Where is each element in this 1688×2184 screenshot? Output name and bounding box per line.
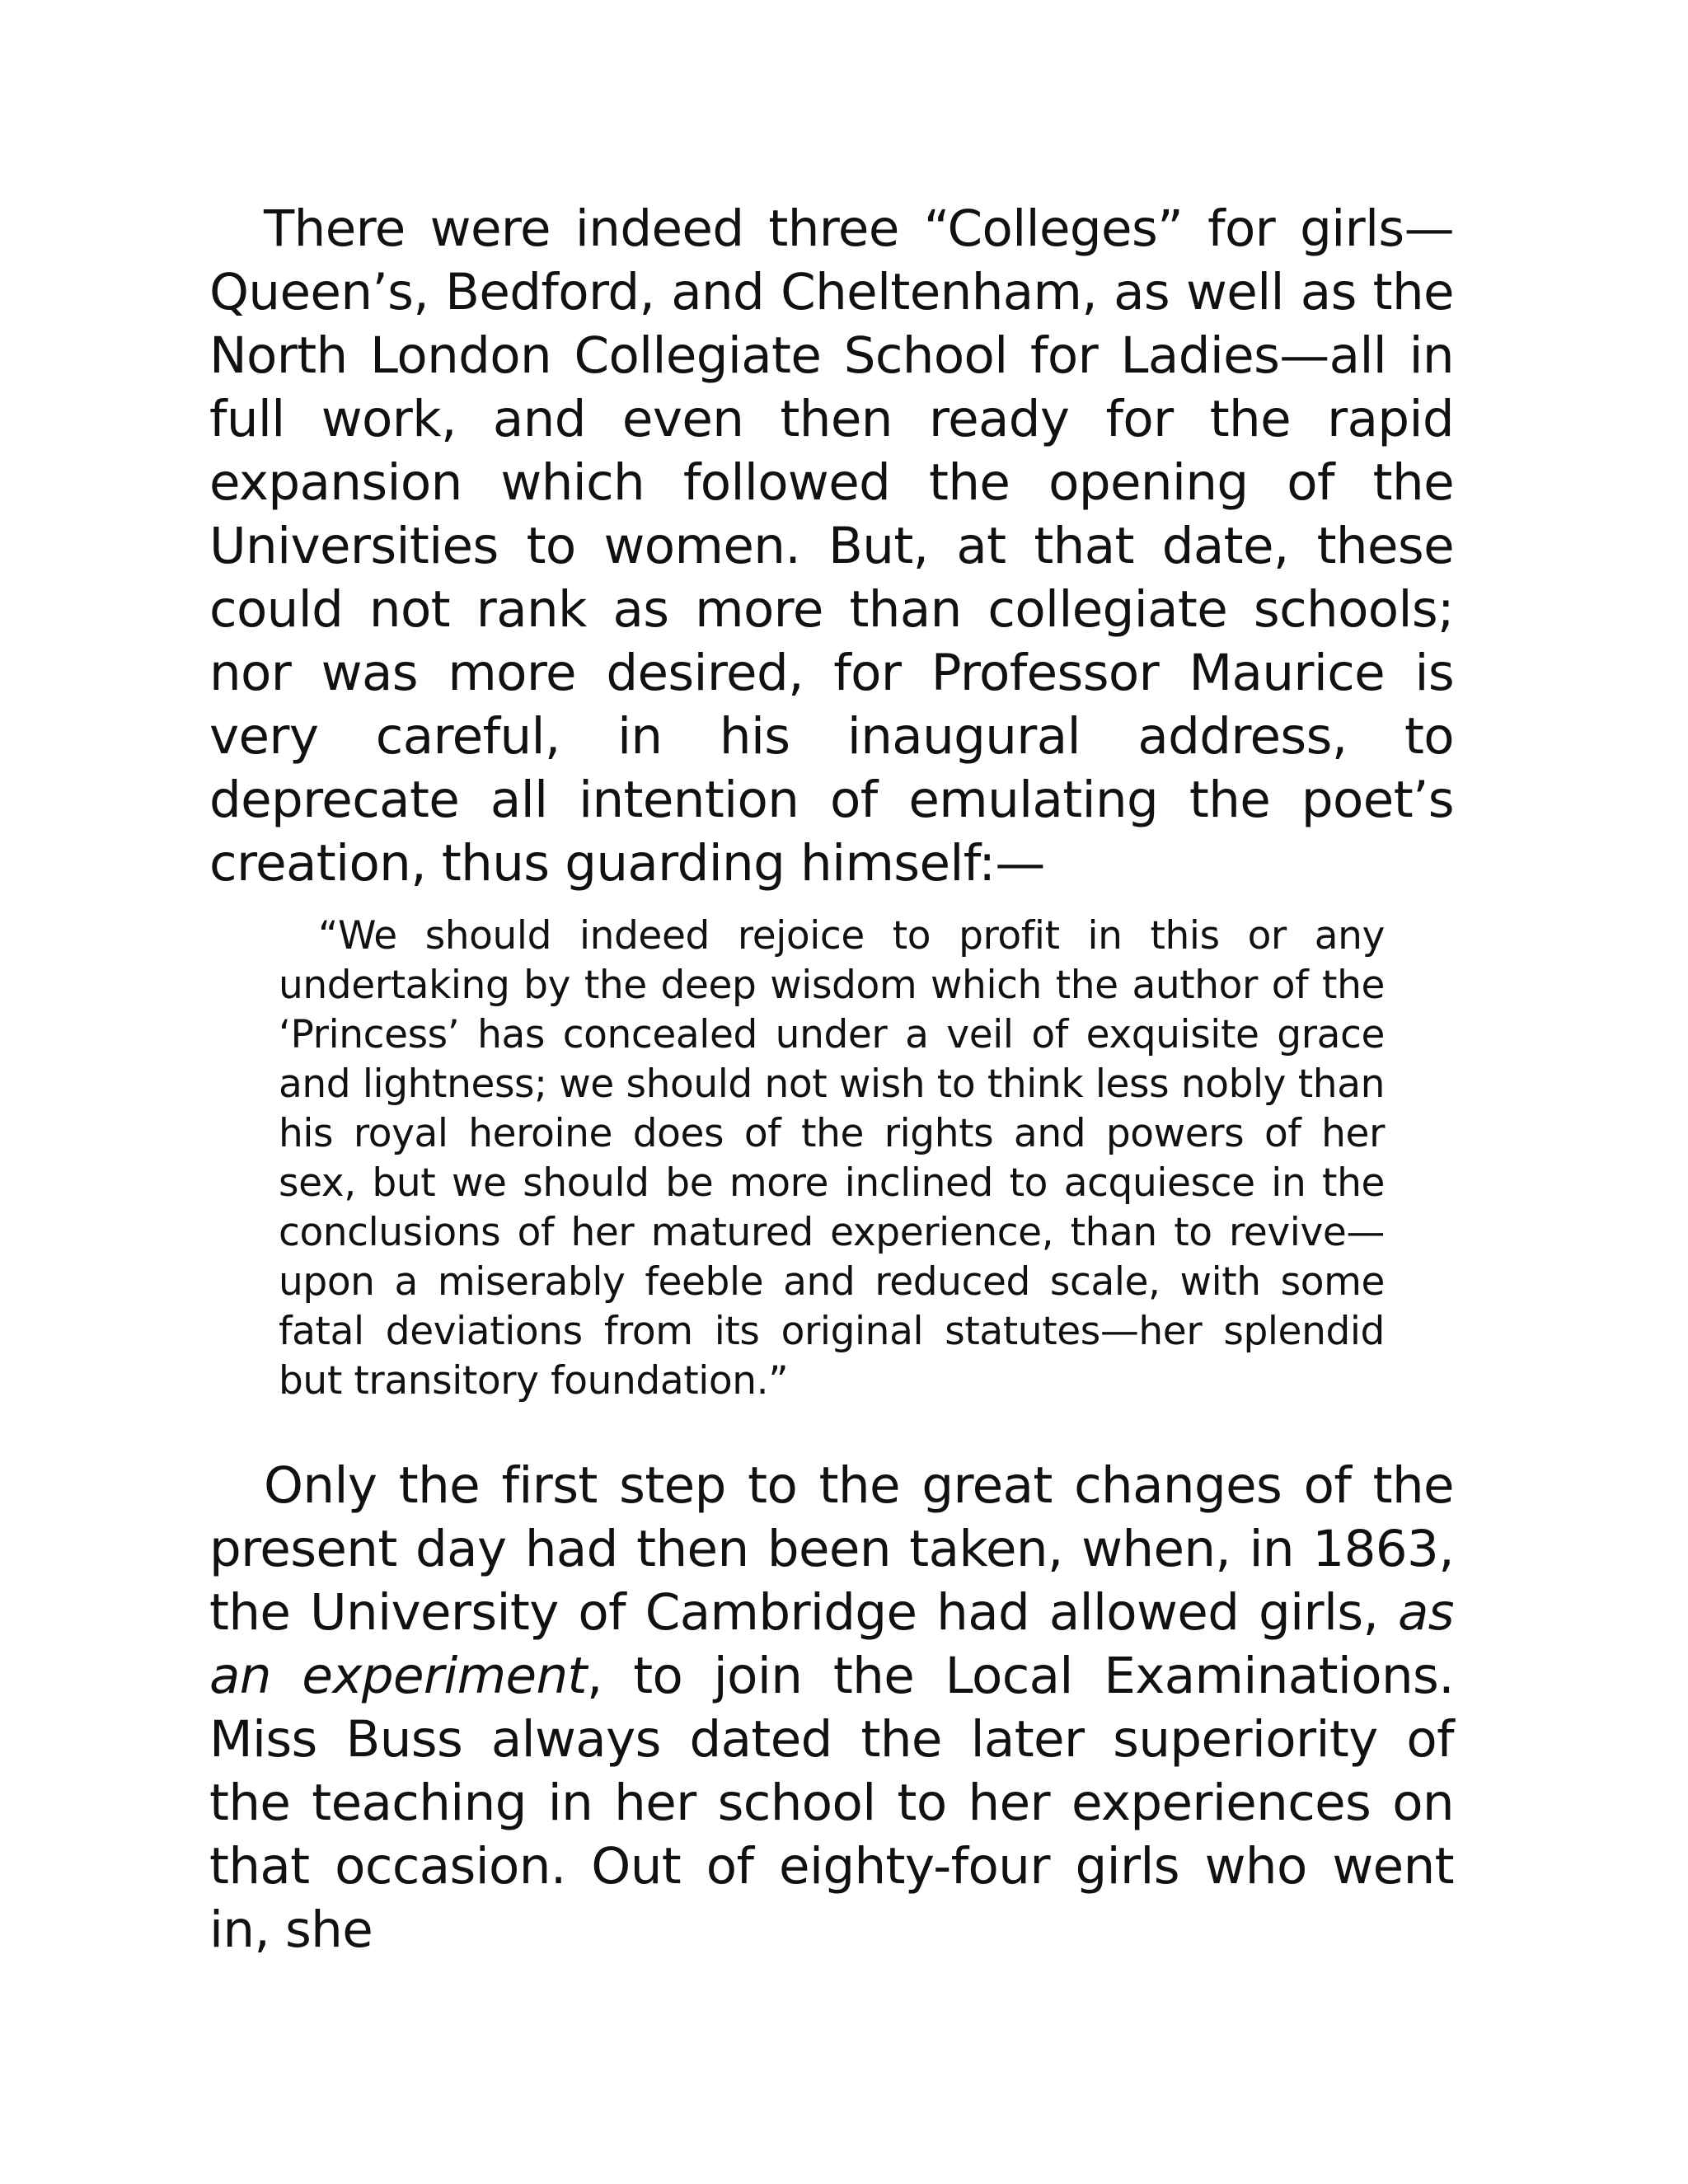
block-quote-maurice: “We should indeed rejoice to profit in this or any undertaking by the deep wisdom which the author of the ‘Princess’ has concealed under a veil of exquisite grace and lightness; we should not wish to think less nobly than his royal heroine does of the rights and powers of her sex, but we should be more inclined to acquiesce in the conclusions of her matured experience, than to revive—upon a miserably feeble and reduced scale, with some fatal deviations from its original statutes—her splendid but transitory foundation.” [279,913,1385,1404]
paragraph-colleges: There were indeed three “Colleges” for girls—Queen’s, Bedford, and Cheltenham, as well as the North London Collegiate School for Ladies—all in full work, and even then ready for the rapid expansion which followed the opening of the Universities to women. But, at that date, these could not rank as more than collegiate schools; nor was more desired, for Professor Maurice is very careful, in his inaugural address, to deprecate all intention of emulating the poet’s creation, thus guarding himself:— [209,199,1454,893]
paragraph-cambridge [209,1454,1454,1961]
paragraph-cambridge-text-1: Only the first step to the great changes of the present day had then been taken, when, in 1863, the University of Cambridge had allowed girls, [209,1456,1454,1642]
italic-phrase: as an experiment [209,1583,1454,1705]
paragraph-cambridge-text-2: , to join the Local Examinations. Miss Buss always dated the later superiority of the teaching in her school to her experiences on that occasion. Out of eighty-four girls who went in, she [209,1647,1454,1959]
